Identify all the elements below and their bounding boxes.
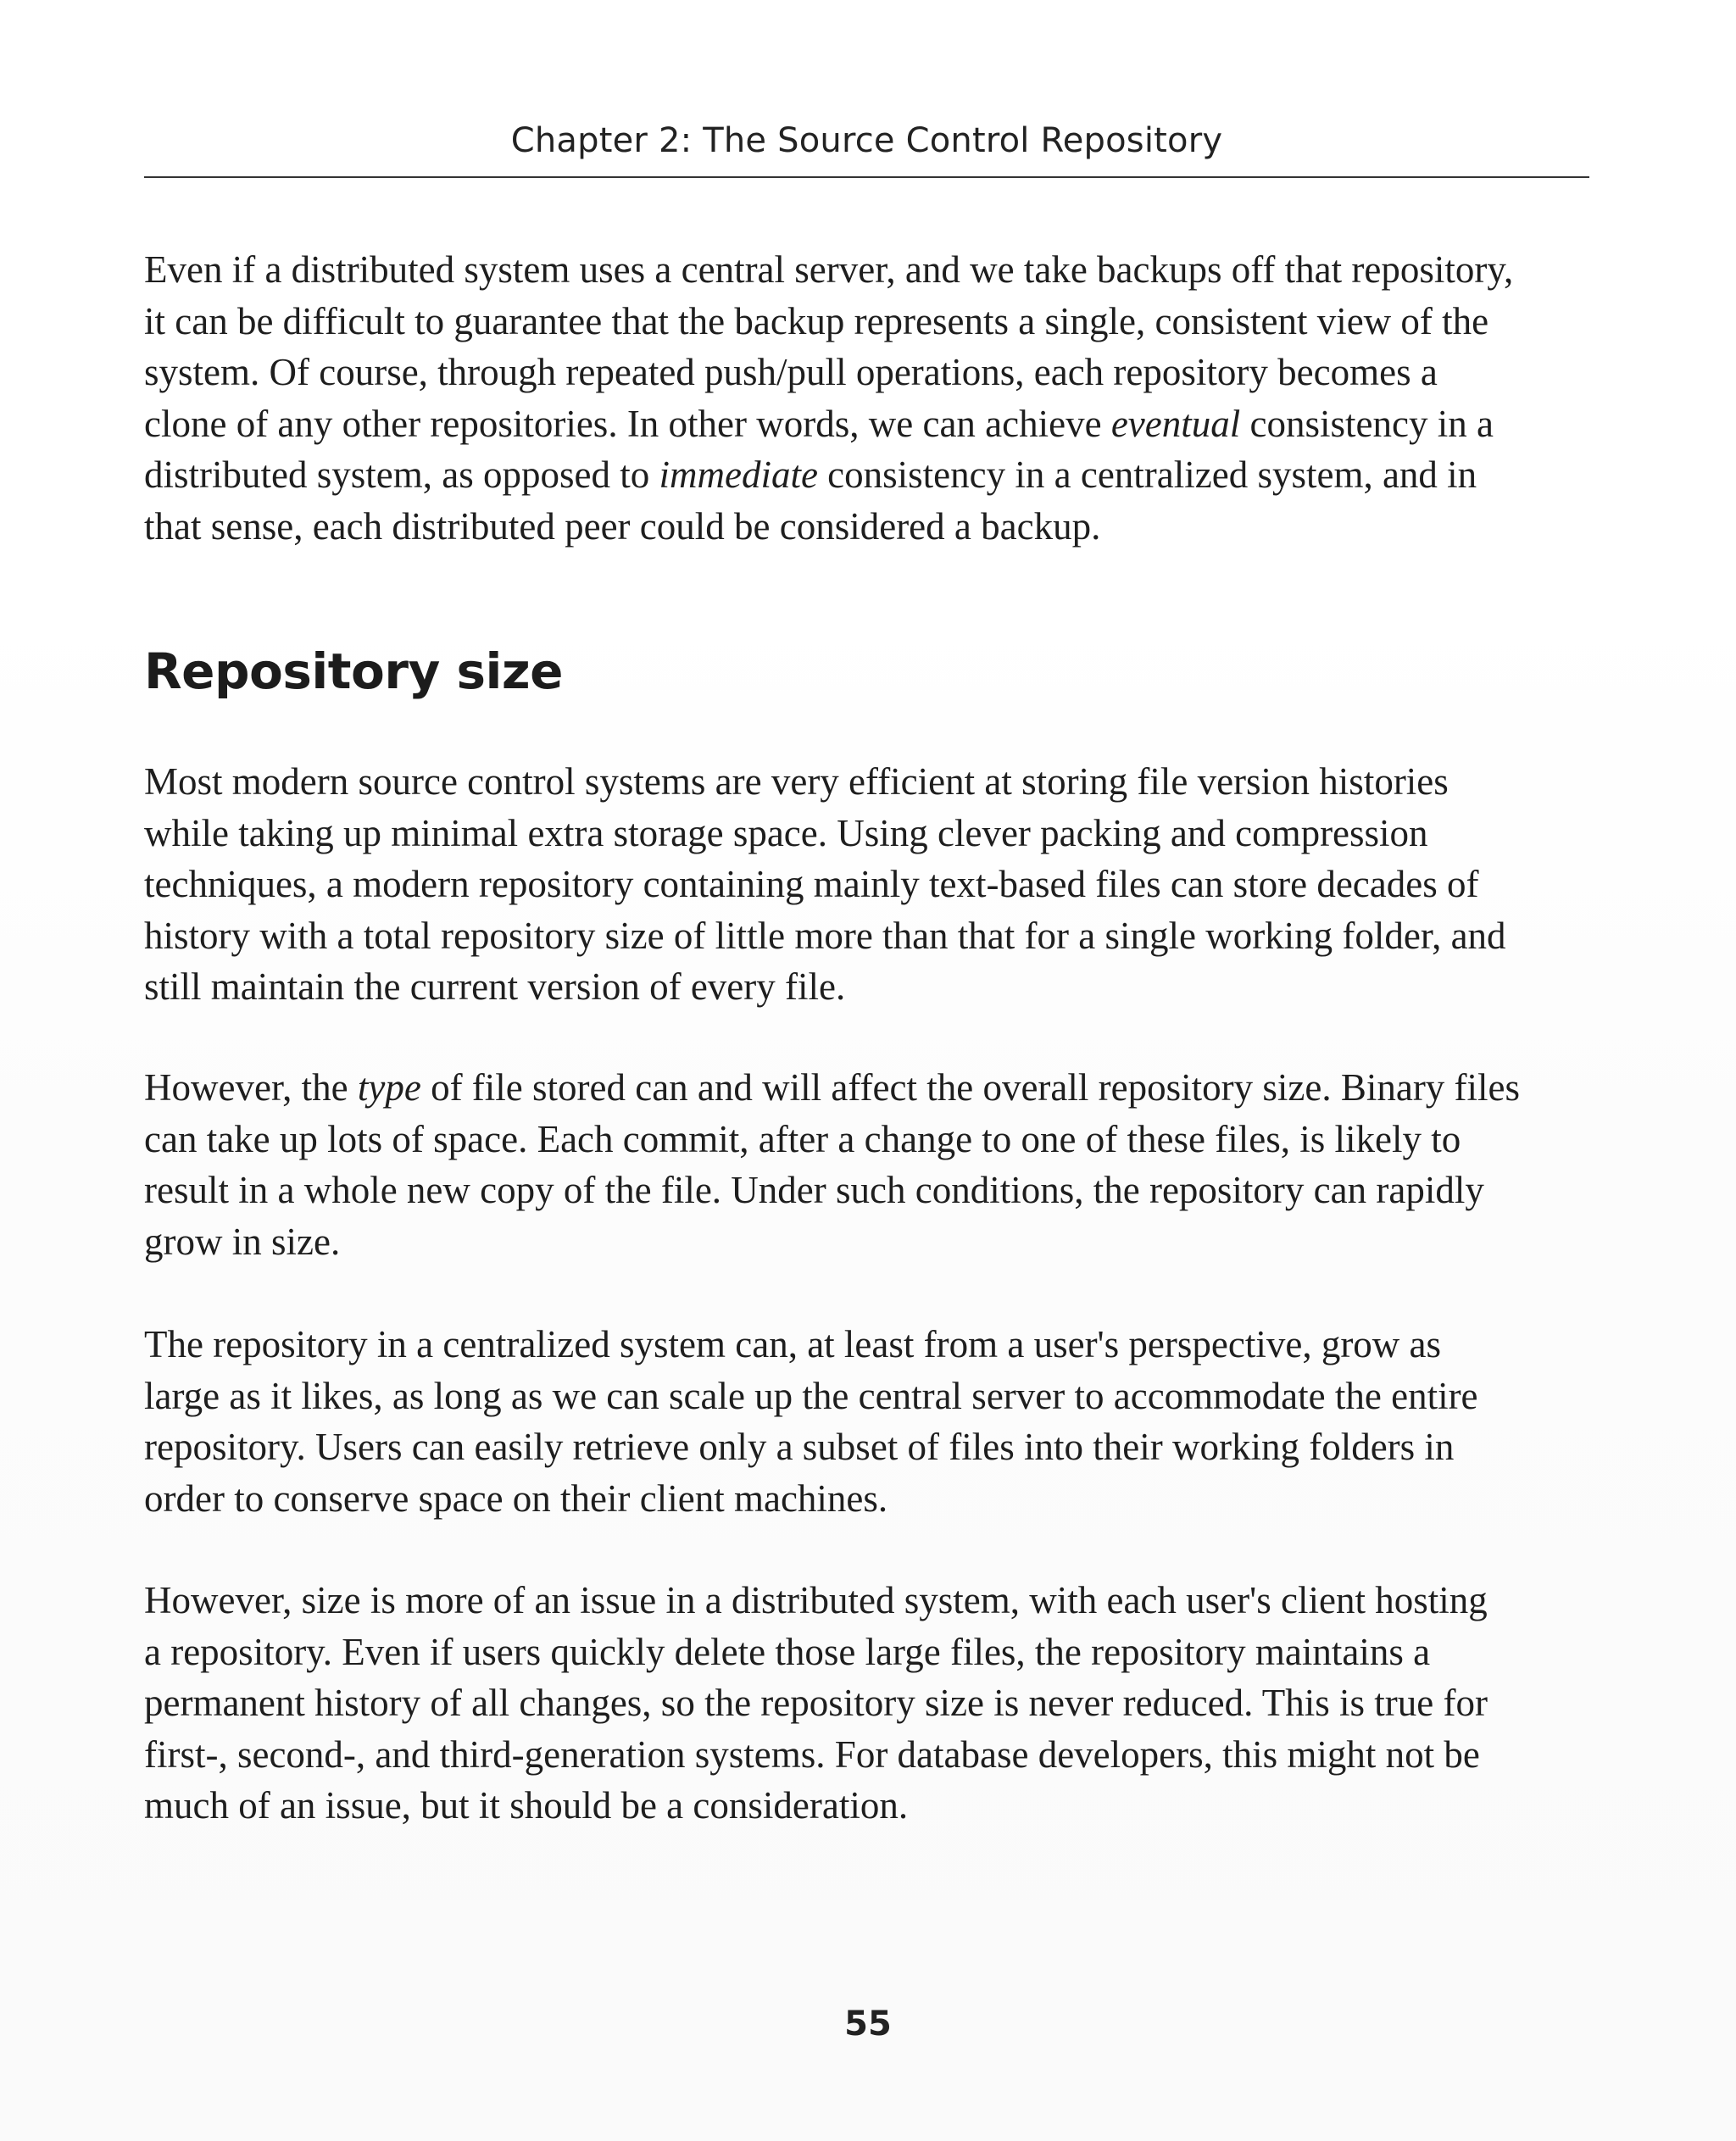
text-run: distributed system, as opposed to bbox=[144, 453, 659, 496]
text-line bbox=[144, 398, 1589, 450]
header-divider bbox=[144, 176, 1589, 178]
text-line: system. Of course, through repeated push/pull operations, each repository becomes a bbox=[144, 351, 1438, 393]
section-heading: Repository size bbox=[144, 642, 563, 700]
text-line: permanent history of all changes, so the repository size is never reduced. This is true for bbox=[144, 1682, 1488, 1724]
emphasis-immediate: immediate bbox=[659, 453, 818, 496]
text-line: it can be difficult to guarantee that the backup represents a single, consistent view of the bbox=[144, 299, 1489, 342]
text-line bbox=[144, 1062, 1589, 1114]
intro-paragraph bbox=[144, 244, 1589, 552]
text-line: while taking up minimal extra storage space. Using clever packing and compression bbox=[144, 811, 1428, 854]
running-header: Chapter 2: The Source Control Repository bbox=[510, 121, 1223, 160]
text-run: However, the bbox=[144, 1066, 358, 1109]
text-line: first-, second-, and third-generation systems. For database developers, this might not be bbox=[144, 1732, 1480, 1776]
text-line bbox=[144, 449, 1589, 501]
paragraph-distributed bbox=[144, 1575, 1589, 1832]
text-line: still maintain the current version of every file. bbox=[144, 965, 846, 1008]
text-line: repository. Users can easily retrieve only a subset of files into their working folders in bbox=[144, 1426, 1455, 1468]
text-run: clone of any other repositories. In other words, we can achieve bbox=[144, 402, 1111, 445]
paragraph-efficiency bbox=[144, 756, 1589, 1013]
text-line: history with a total repository size of little more than that for a single working folder, and bbox=[144, 914, 1506, 957]
text-line: However, size is more of an issue in a distributed system, with each user's client hosting bbox=[144, 1579, 1488, 1621]
emphasis-type: type bbox=[357, 1066, 421, 1109]
text-line: The repository in a centralized system can, at least from a user's perspective, grow as bbox=[144, 1323, 1442, 1365]
text-line: grow in size. bbox=[144, 1220, 341, 1263]
page-number: 55 bbox=[844, 2005, 892, 2044]
text-run: consistency in a bbox=[1240, 402, 1494, 445]
text-line: large as it likes, as long as we can scale up the central server to accommodate the entire bbox=[144, 1374, 1478, 1417]
emphasis-eventual: eventual bbox=[1110, 402, 1241, 445]
text-line: a repository. Even if users quickly delete those large files, the repository maintains a bbox=[144, 1630, 1431, 1673]
text-line: that sense, each distributed peer could be considered a backup. bbox=[144, 504, 1101, 548]
text-line: result in a whole new copy of the file. Under such conditions, the repository can rapidly bbox=[144, 1169, 1484, 1211]
text-line: Even if a distributed system uses a central server, and we take backups off that repository, bbox=[144, 248, 1514, 291]
paragraph-centralized bbox=[144, 1319, 1589, 1524]
text-line: Most modern source control systems are very efficient at storing file version histories bbox=[144, 760, 1449, 803]
text-run: consistency in a centralized system, and in bbox=[817, 453, 1477, 496]
text-line: much of an issue, but it should be a consideration. bbox=[144, 1784, 909, 1827]
text-line: techniques, a modern repository containing mainly text-based files can store decades of bbox=[144, 863, 1479, 905]
text-line: can take up lots of space. Each commit, after a change to one of these files, is likely to bbox=[144, 1117, 1461, 1160]
paragraph-binary-files bbox=[144, 1062, 1589, 1267]
text-line: order to conserve space on their client machines. bbox=[144, 1476, 888, 1520]
text-run: of file stored can and will affect the overall repository size. Binary files bbox=[420, 1066, 1521, 1109]
